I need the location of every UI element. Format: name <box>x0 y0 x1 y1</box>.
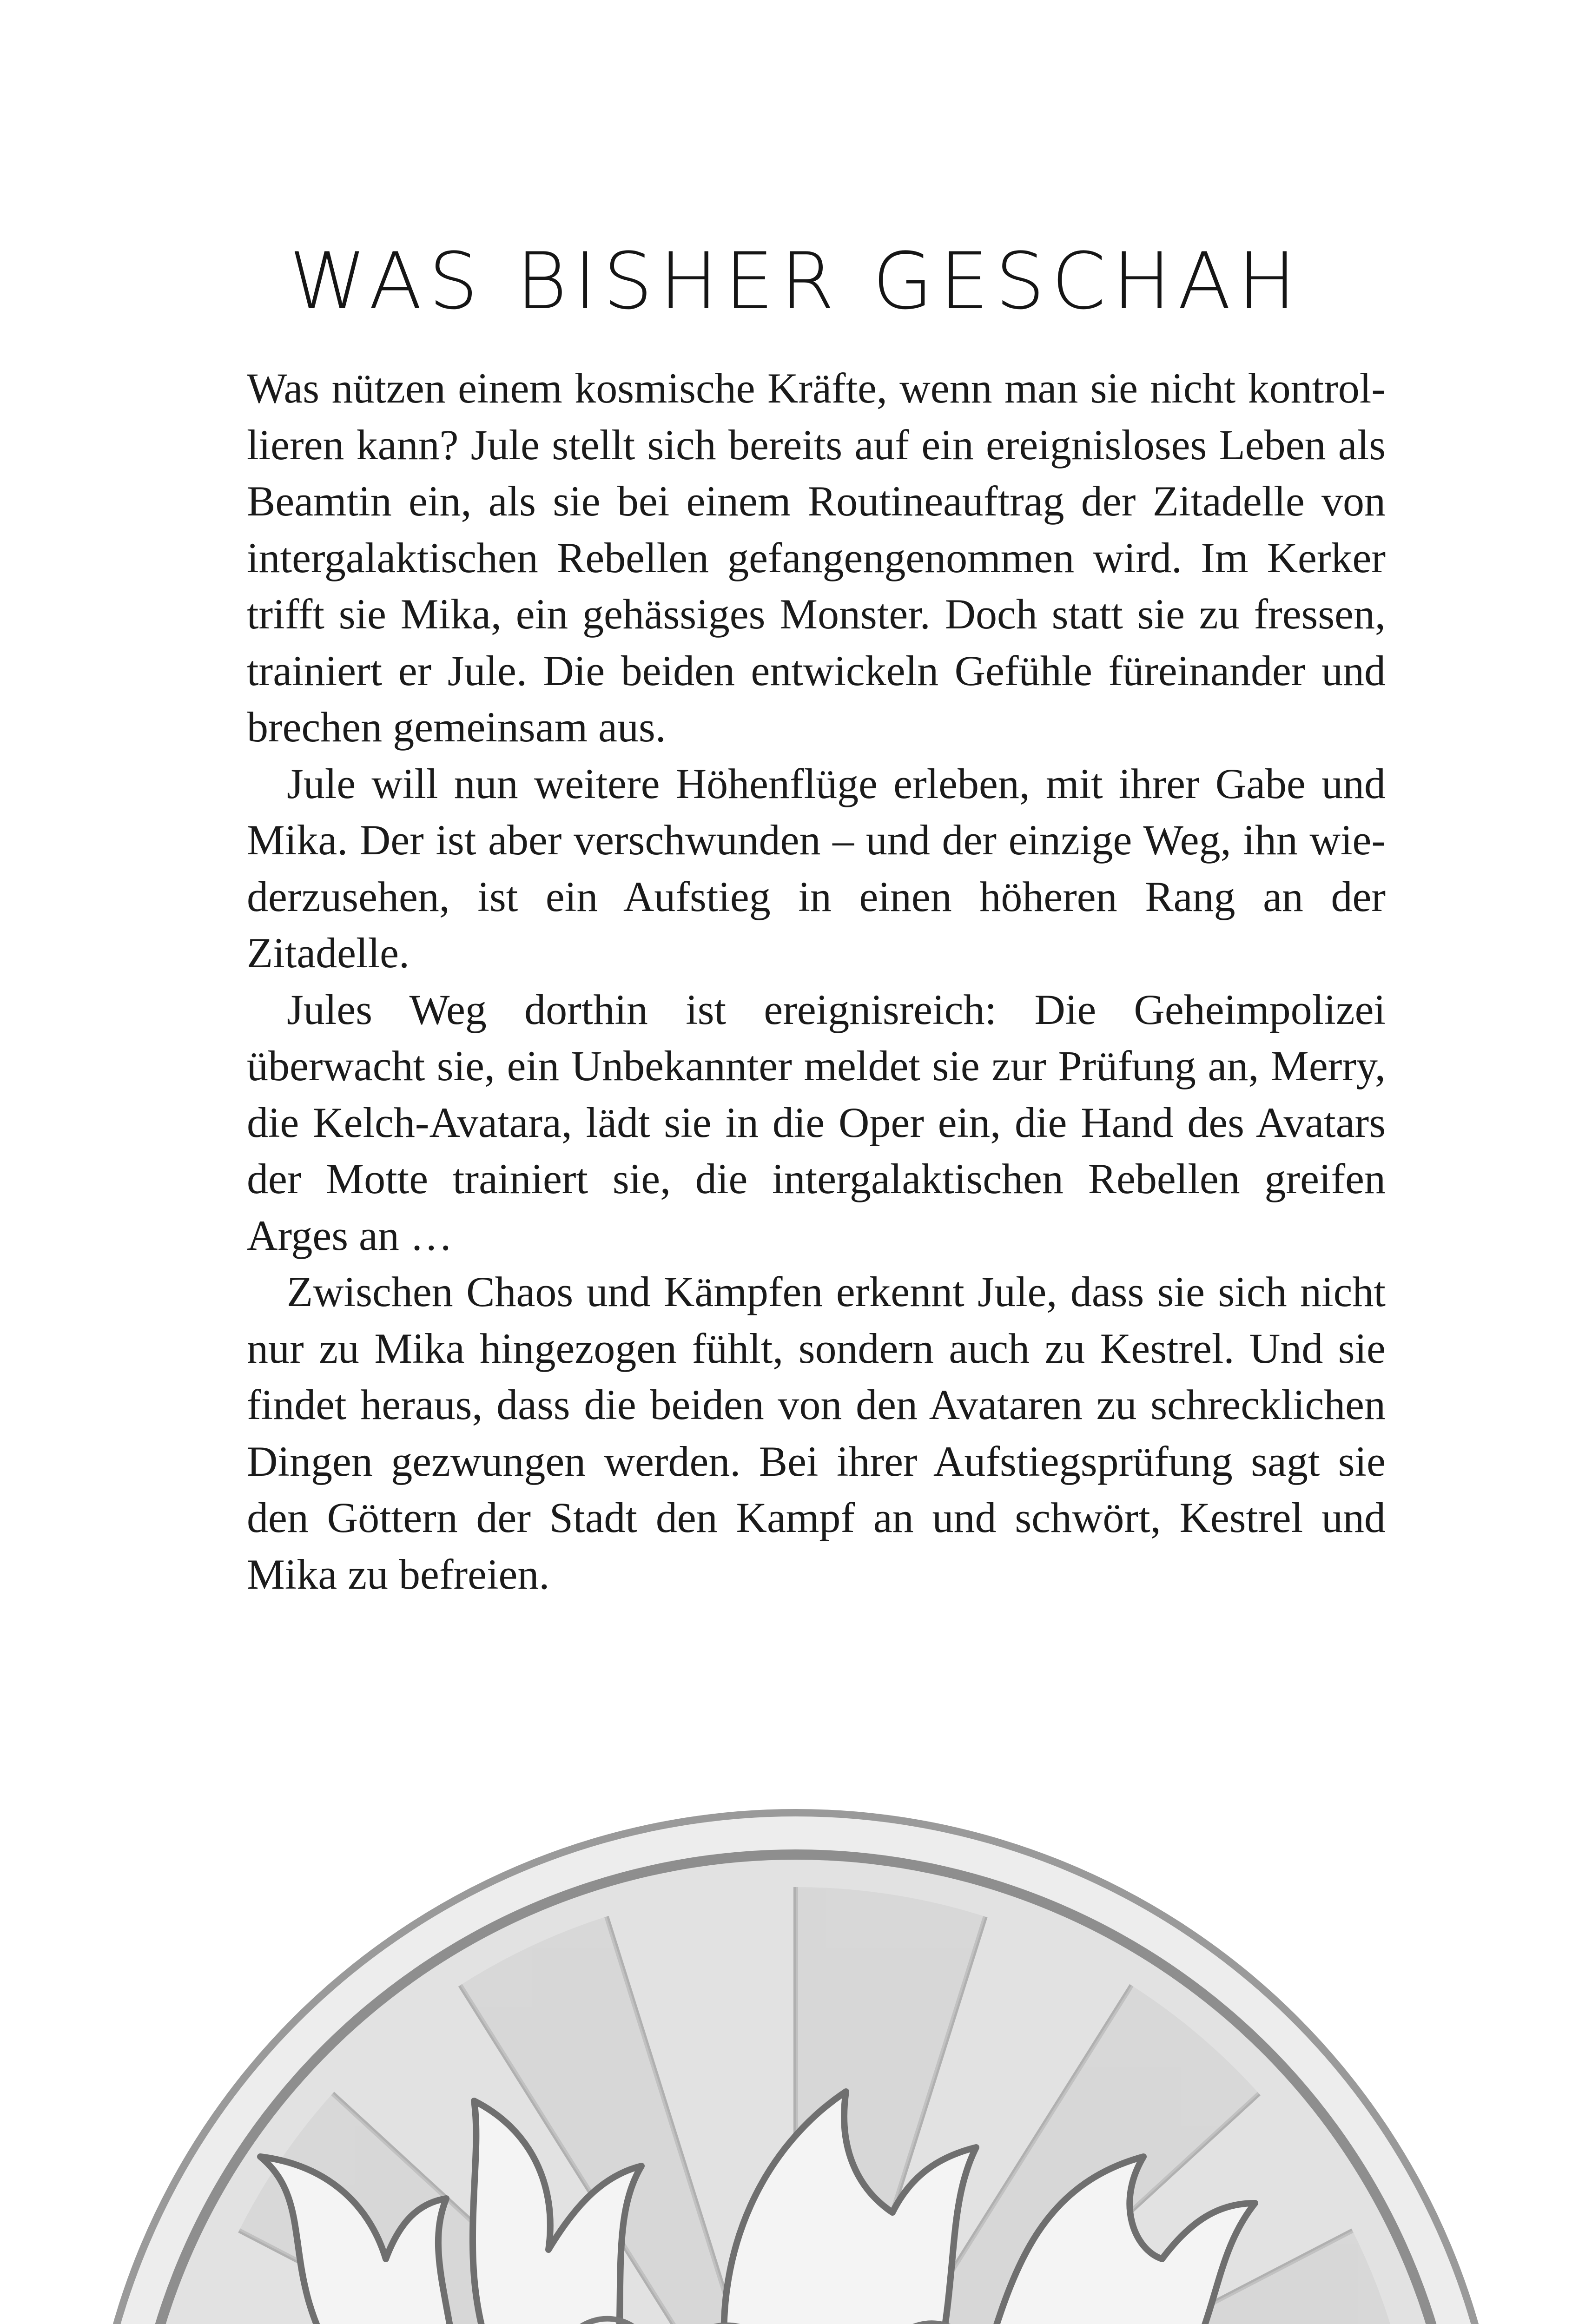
paragraph-3: Jules Weg dorthin ist ereignisreich: Die Geheimpolizei überwacht sie, ein Unbekannter meldet sie zur Prüfung an, Merry, die Kelch-Avatara, lädt sie in die Oper ein, die Hand des Avatars der Motte trainiert sie, die intergalaktischen Rebellen greifen Arges an … <box>247 985 1386 1259</box>
paragraph-1: Was nützen einem kosmische Kräfte, wenn man sie nicht kontrollieren kann? Jule stellt sich bereits auf ein ereignisloses Leben als Beamtin ein, als sie bei einem Routineauftrag der Zitadelle von intergalaktischen Rebellen gefangengenommen wird. Im Kerker trifft sie Mika, ein gehässiges Monster. Doch statt sie zu fressen, trainiert er Jule. Die beiden entwickeln Gefühle füreinander und brechen gemeinsam aus. <box>247 364 1386 751</box>
sun-emblem-illustration <box>0 1803 1592 2324</box>
summary-text <box>247 360 1386 1603</box>
paragraph-4: Zwischen Chaos und Kämpfen erkennt Jule, dass sie sich nicht nur zu Mika hingezogen fühlt, sondern auch zu Kestrel. Und sie findet heraus, dass die beiden von den Avataren zu schrecklichen Dingen gezwungen werden. Bei ihrer Aufstiegsprüfung sagt sie den Göttern der Stadt den Kampf an und schwört, Kestrel und Mika zu befreien. <box>247 1268 1386 1598</box>
paragraph-2: Jule will nun weitere Höhenflüge erleben, mit ihrer Gabe und Mika. Der ist aber verschwunden – und der einzige Weg, ihn wiederzusehen, ist ein Aufstieg in einen höheren Rang an der Zitadelle. <box>247 759 1386 977</box>
chapter-heading: WAS BISHER GESCHAH <box>289 236 1303 327</box>
